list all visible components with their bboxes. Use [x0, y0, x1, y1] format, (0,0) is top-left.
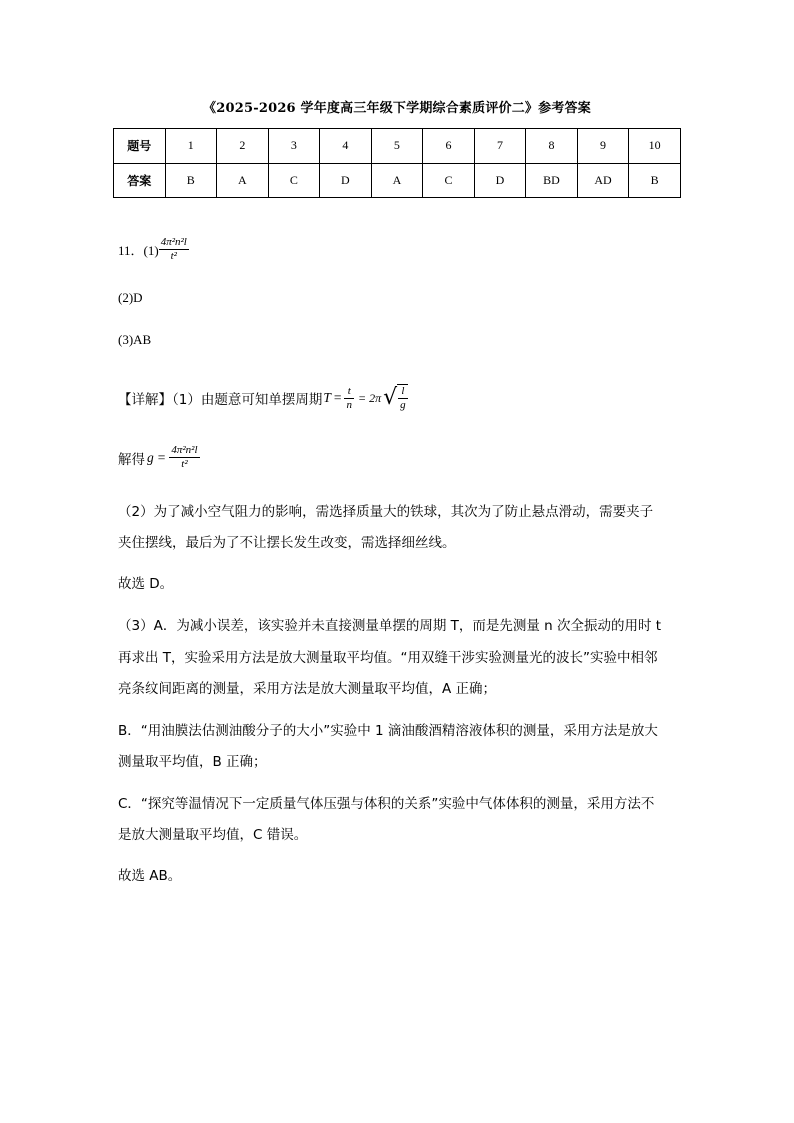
answer-cell: C [423, 163, 475, 198]
answer-header: 答案 [114, 163, 166, 198]
question-number-cell: 4 [320, 129, 372, 164]
sqrt-l-over-g [383, 384, 408, 412]
answer-cell: D [320, 163, 372, 198]
question-number-cell: 10 [629, 129, 681, 164]
question-number-cell: 7 [474, 129, 526, 164]
t-over-n [344, 385, 354, 412]
detail-solve-line [118, 444, 200, 471]
question-number-cell: 6 [423, 129, 475, 164]
equals-sign: = [333, 390, 342, 405]
radicand [397, 384, 408, 412]
answer-cell: D [474, 163, 526, 198]
question-number-cell: 8 [526, 129, 578, 164]
answer-cell: C [268, 163, 320, 198]
q11-part1 [118, 236, 189, 263]
radical-sign: √ [383, 385, 398, 410]
solve-formula [169, 444, 199, 471]
question-number-cell: 3 [268, 129, 320, 164]
n-denominator: n [346, 398, 352, 411]
t-numerator: t [347, 384, 351, 397]
q11-formula-numerator: 4π²n²l [160, 236, 187, 248]
solve-label: 解得 [118, 451, 145, 468]
paragraph-c-line-1: C．“探究等温情况下一定质量气体压强与体积的关系”实验中气体体积的测量，采用方法不 [118, 796, 655, 812]
q11-part2: (2)D [118, 290, 143, 305]
g-symbol: g [147, 449, 154, 465]
l-numerator: l [401, 385, 405, 397]
question-number-cell: 9 [577, 129, 629, 164]
answer-cell: BD [526, 163, 578, 198]
paragraph-3-line-3: 亮条纹间距离的测量，采用方法是放大测量取平均值，A 正确； [118, 681, 497, 697]
choose-ab: 故选 AB。 [118, 868, 182, 884]
answer-cell: A [371, 163, 423, 198]
page-title: 《2025-2026 学年度高三年级下学期综合素质评价二》参考答案 [203, 101, 591, 116]
answer-row [114, 163, 681, 198]
paragraph-2-line-1: （2）为了减小空气阻力的影响，需选择质量大的铁球，其次为了防止悬点滑动，需要夹子 [118, 504, 654, 520]
question-number-header: 题号 [114, 129, 166, 164]
detail-label: 【详解】（1）由题意可知单摆周期 [118, 392, 323, 408]
solve-equals: = [157, 449, 166, 465]
detail-period-line [118, 384, 408, 412]
paragraph-3-line-1: （3）A．为减小误差，该实验并未直接测量单摆的周期 T，而是先测量 n 次全振动的用时 t [118, 618, 662, 634]
paragraph-c-line-2: 是放大测量取平均值，C 错误。 [118, 827, 308, 843]
q11-formula [159, 236, 189, 263]
question-number-cell: 2 [217, 129, 269, 164]
two-pi: = 2π [357, 390, 382, 405]
solve-denominator: t² [181, 458, 188, 470]
question-number-cell: 1 [165, 129, 217, 164]
paragraph-3-line-2: 再求出 T，实验采用方法是放大测量取平均值。“用双缝干涉实验测量光的波长”实验中相邻 [118, 650, 658, 666]
q11-formula-denominator: t² [170, 250, 177, 262]
paragraph-b-line-1: B．“用油膜法估测油酸分子的大小”实验中 1 滴油酸酒精溶液体积的测量，采用方法是放大 [118, 723, 658, 739]
answer-cell: B [629, 163, 681, 198]
q11-prefix: 11．(1) [118, 243, 159, 258]
solve-numerator: 4π²n²l [171, 444, 198, 456]
paragraph-2-line-2: 夹住摆线，最后为了不让摆长发生改变，需选择细丝线。 [118, 535, 456, 551]
choose-d: 故选 D。 [118, 576, 174, 592]
paragraph-b-line-2: 测量取平均值，B 正确； [118, 754, 267, 770]
g-denominator: g [400, 399, 406, 411]
answer-table [113, 128, 681, 198]
answer-cell: A [217, 163, 269, 198]
q11-part3: (3)AB [118, 332, 152, 347]
l-over-g [398, 385, 408, 412]
answer-cell: AD [577, 163, 629, 198]
question-number-cell: 5 [371, 129, 423, 164]
answer-cell: B [165, 163, 217, 198]
period-symbol: T [323, 390, 331, 405]
question-number-row [114, 129, 681, 164]
